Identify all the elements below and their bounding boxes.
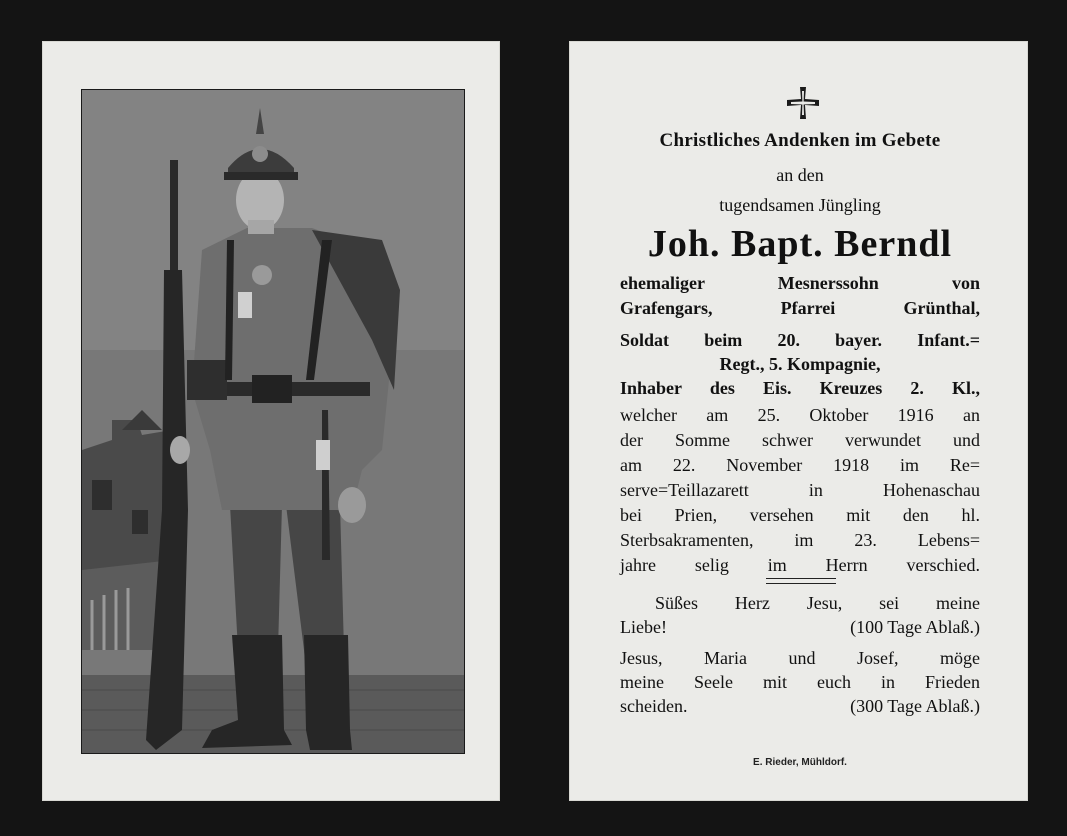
bold-line: Inhaber des Eis. Kreuzes 2. Kl., bbox=[620, 378, 980, 398]
bold-line: Regt., 5. Kompagnie, bbox=[719, 354, 881, 374]
body-line: am 22. November 1918 im Re= bbox=[620, 455, 980, 475]
iron-cross-icon bbox=[785, 85, 821, 121]
deceased-name: Joh. Bapt. Berndl bbox=[647, 223, 953, 265]
indulgence-text: (100 Tage Ablaß.) bbox=[850, 617, 980, 637]
printer-credit: E. Rieder, Mühldorf. bbox=[753, 757, 847, 768]
body-line: jahre selig im Herrn verschied. bbox=[620, 555, 980, 575]
soldier-portrait-photo bbox=[81, 89, 465, 754]
tugendsam-text: tugendsamen Jüngling bbox=[719, 195, 881, 215]
prayer-line: meine Seele mit euch in Frieden bbox=[620, 672, 980, 692]
prayer-line: Süßes Herz Jesu, sei meine bbox=[655, 593, 980, 613]
body-line: serve=Teillazarett in Hohenaschau bbox=[620, 480, 980, 500]
body-line: welcher am 25. Oktober 1916 an bbox=[620, 405, 980, 425]
prayer-line bbox=[620, 617, 980, 638]
prayer-line bbox=[620, 696, 980, 717]
body-line: der Somme schwer verwundet und bbox=[620, 430, 980, 450]
indulgence-text: (300 Tage Ablaß.) bbox=[850, 696, 980, 716]
prayer-text: Liebe! bbox=[620, 617, 667, 637]
bold-line: ehemaliger Mesnerssohn von bbox=[620, 273, 980, 293]
divider bbox=[766, 578, 836, 584]
card-heading: Christliches Andenken im Gebete bbox=[659, 130, 941, 151]
soldier-portrait-icon bbox=[82, 90, 465, 754]
body-line: Sterbsakramenten, im 23. Lebens= bbox=[620, 530, 980, 550]
an-den-text: an den bbox=[776, 165, 824, 185]
bold-line: Soldat beim 20. bayer. Infant.= bbox=[620, 330, 980, 350]
prayer-text: scheiden. bbox=[620, 696, 688, 716]
bold-line: Grafengars, Pfarrei Grünthal, bbox=[620, 298, 980, 318]
body-line: bei Prien, versehen mit den hl. bbox=[620, 505, 980, 525]
prayer-line: Jesus, Maria und Josef, möge bbox=[620, 648, 980, 668]
